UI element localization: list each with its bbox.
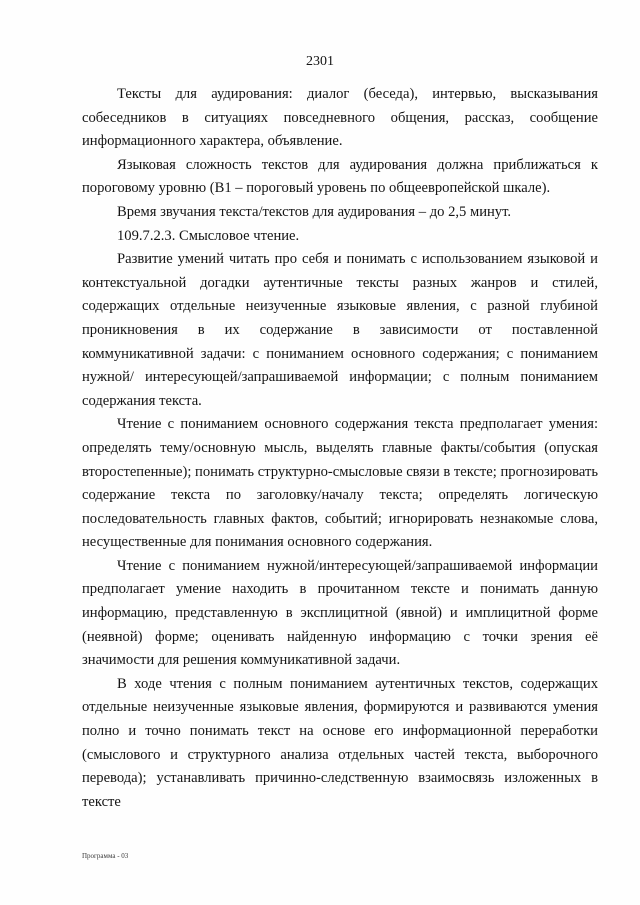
paragraph-listening-duration: Время звучания текста/текстов для аудирования – до 2,5 минут. [117, 203, 512, 220]
paragraph-reading-main-content: Чтение с пониманием основного содержания текста предполагает умения: определять тему/основную мысль, выделять главные факты/события (опуская второстепенные); понимать структурно-смысловые связи в тексте; прогнозировать содержание текста по заголовку/началу текста; определять логическую последовательность главных фактов, событий; игнорировать незнакомые слова, несущественные для понимания основного содержания. [82, 416, 598, 551]
paragraph-reading-specific-information: Чтение с пониманием нужной/интересующей/запрашиваемой информации предполагает умение находить в прочитанном тексте и понимать данную информацию, представленную в эксплицитной (явной) и имплицитной форме (неявной) форме; оценивать найденную информацию с точки зрения её значимости для решения коммуникативной задачи. [82, 557, 598, 669]
document-body [82, 83, 598, 814]
paragraph-reading-full-understanding: В ходе чтения с полным пониманием аутентичных текстов, содержащих отдельные неизученные языковые явления, формируются и развиваются умения полно и точно понимать текст на основе его информационной переработки (смыслового и структурного анализа отдельных частей текста, выборочного перевода); устанавливать причинно-следственную взаимосвязь изложенных в тексте [82, 675, 598, 810]
paragraph-texts-for-listening: Тексты для аудирования: диалог (беседа), интервью, высказывания собеседников в ситуациях повседневного общения, рассказ, сообщение информационного характера, объявление. [82, 86, 598, 150]
paragraph-language-complexity: Языковая сложность текстов для аудирования должна приближаться к пороговому уровню (В1 – пороговый уровень по общеевропейской шкале). [82, 156, 598, 197]
section-heading-semantic-reading: 109.7.2.3. Смысловое чтение. [117, 227, 300, 244]
paragraph-reading-skills-development: Развитие умений читать про себя и понимать с использованием языковой и контекстуальной догадки аутентичные тексты разных жанров и стилей, содержащих отдельные неизученные языковые явления, с разной глубиной проникновения в их содержание в зависимости от поставленной коммуникативной задачи: с пониманием основного содержания; с пониманием нужной/ интересующей/запрашиваемой информации; с полным пониманием содержания текста. [82, 251, 598, 409]
page-footer: Программа - 03 [82, 852, 129, 860]
page-number: 2301 [306, 54, 334, 69]
